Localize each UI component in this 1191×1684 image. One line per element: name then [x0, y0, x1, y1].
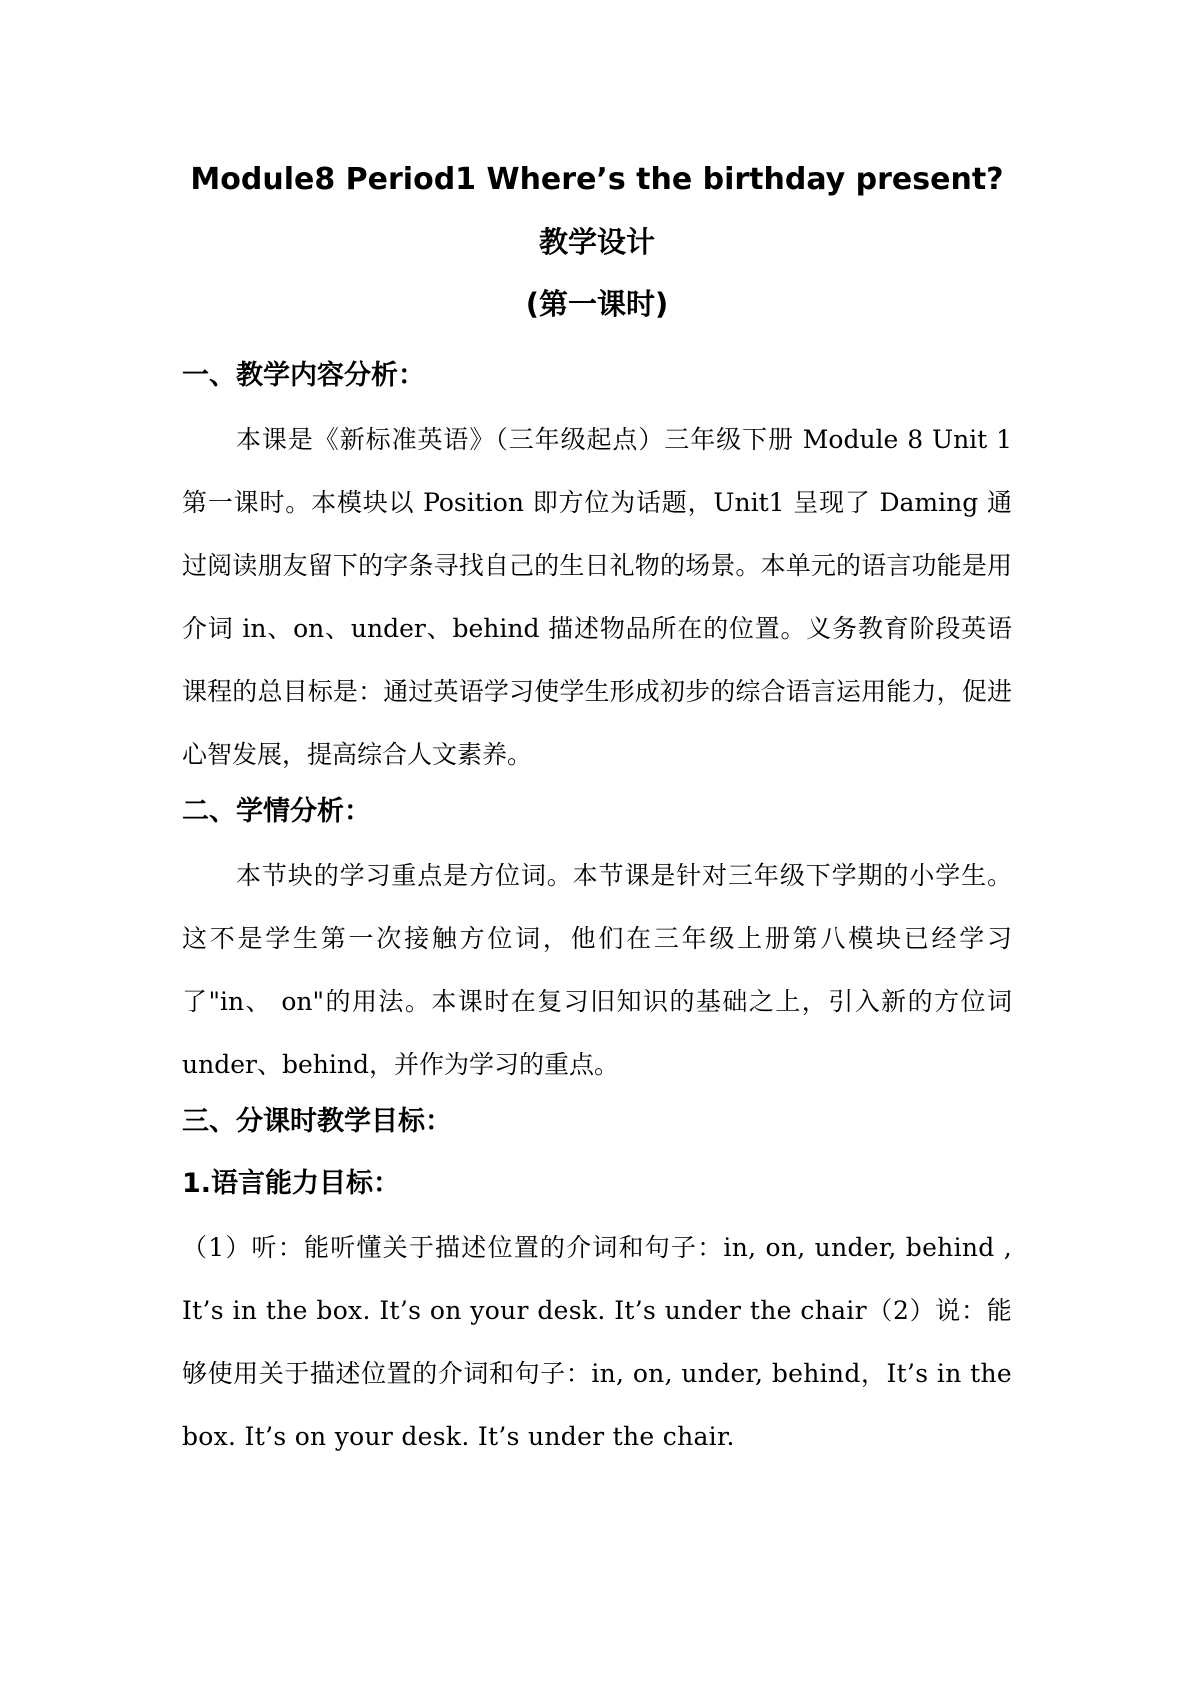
paragraph-objectives: （1）听：能听懂关于描述位置的介词和句子：in, on, under, behind , It’s in the box. It’s on your desk. It’s under the chair（2）说：能够使用关于描述位置的介词和句子：in, on, under, behind，It’s in the box. It’s on your desk. It’s under the chair. — [182, 1233, 1012, 1451]
section-heading-objectives: 三、分课时教学目标： — [182, 1106, 452, 1137]
section-heading-learner-analysis: 二、学情分析： — [182, 796, 371, 827]
document-subtitle: 教学设计 — [538, 225, 655, 259]
document-body — [182, 160, 1012, 1468]
paragraph-content-analysis: 本课是《新标准英语》（三年级起点）三年级下册 Module 8 Unit 1 第一课时。本模块以 Position 即方位为话题，Unit1 呈现了 Daming 通过阅读朋友留下的字条寻找自己的生日礼物的场景。本单元的语言功能是用介词 in、on、under、behind 描述物品所在的位置。义务教育阶段英语课程的总目标是：通过英语学习使学生形成初步的综合语言运用能力，促进心智发展，提高综合人文素养。 — [182, 425, 1012, 769]
sub-heading-language-ability: 1.语言能力目标： — [182, 1168, 401, 1199]
document-title: Module8 Period1 Where’s the birthday present? — [190, 162, 1004, 197]
period-label: (第一课时) — [525, 287, 669, 321]
section-heading-content-analysis: 一、教学内容分析： — [182, 360, 425, 391]
paragraph-learner-analysis: 本节块的学习重点是方位词。本节课是针对三年级下学期的小学生。 这不是学生第一次接触方位词，他们在三年级上册第八模块已经学习了"in、 on"的用法。本课时在复习旧知识的基础之上，引入新的方位词 under、behind，并作为学习的重点。 — [182, 861, 1012, 1079]
